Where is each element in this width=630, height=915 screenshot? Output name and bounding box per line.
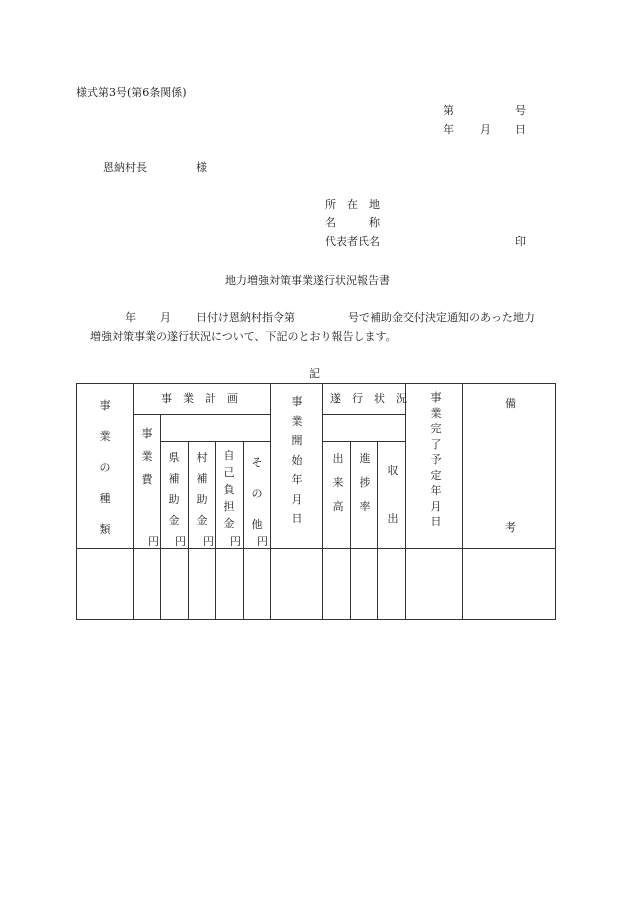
body-notice-text: 号で補助金交付決定通知のあった地力 — [348, 311, 535, 324]
cost-label: 事 業 費 — [141, 427, 153, 486]
document-title: 地力増強対策事業遂行状況報告書 — [225, 274, 390, 287]
body-year: 年 — [125, 311, 136, 324]
date-year: 年 — [443, 123, 454, 136]
table-cell — [77, 549, 134, 620]
table-cell — [134, 549, 161, 620]
yen-unit: 円 — [148, 535, 159, 548]
remarks-label-bottom: 考 — [505, 521, 516, 534]
address-label: 所 在 地 — [325, 198, 380, 211]
form-number: 様式第3号(第6条関係) — [76, 86, 187, 99]
doc-number-prefix: 第 — [443, 104, 454, 117]
yen-unit: 円 — [257, 535, 268, 548]
addressee-name: 恩納村長 — [103, 161, 147, 174]
yen-unit: 円 — [175, 535, 186, 548]
start-date-label: 事 業 開 始 年 月 日 — [291, 395, 303, 525]
self-burden-label: 自 己 負 担 金 — [223, 449, 235, 530]
table-cell — [244, 549, 271, 620]
table-cell — [216, 549, 244, 620]
ki-mark: 記 — [309, 367, 320, 380]
body-line-2: 増強対策事業の遂行状況について、下記のとおり報告します。 — [90, 330, 397, 343]
table-cell — [351, 549, 378, 620]
table-cell — [378, 549, 406, 620]
status-table — [76, 383, 556, 620]
remarks-label-top: 備 — [505, 397, 516, 410]
progress-label: 進 捗 率 — [359, 452, 371, 513]
name-label: 名 称 — [325, 216, 380, 229]
representative-label: 代表者氏名 — [325, 235, 380, 248]
seal-mark: 印 — [515, 235, 526, 248]
yen-unit: 円 — [203, 535, 214, 548]
doc-number-suffix: 号 — [515, 104, 526, 117]
status-group-label: 遂 行 状 況 — [330, 392, 407, 405]
addressee-honorific: 様 — [196, 161, 207, 174]
output-label: 出 来 高 — [332, 452, 344, 513]
pref-subsidy-label: 県 補 助 金 — [168, 451, 180, 527]
plan-group-label: 事 業 計 画 — [161, 392, 238, 405]
table-cell — [271, 549, 323, 620]
table-cell — [161, 549, 189, 620]
body-date-text: 日付け恩納村指令第 — [196, 311, 295, 324]
type-label — [98, 390, 112, 545]
village-subsidy-label: 村 補 助 金 — [196, 451, 208, 527]
table-cell — [406, 549, 463, 620]
yen-unit: 円 — [230, 535, 241, 548]
date-month: 月 — [480, 123, 491, 136]
table-cell — [323, 549, 351, 620]
type-label-text: 事 業 の 種 類 — [99, 399, 111, 536]
body-month: 月 — [160, 311, 171, 324]
date-day: 日 — [515, 123, 526, 136]
other-label: そ の 他 — [251, 456, 263, 531]
expense-label: 収 出 — [387, 464, 399, 525]
completion-label: 事 業 完 了 予 定 年 月 日 — [430, 391, 442, 528]
table-cell — [463, 549, 556, 620]
table-cell — [189, 549, 216, 620]
